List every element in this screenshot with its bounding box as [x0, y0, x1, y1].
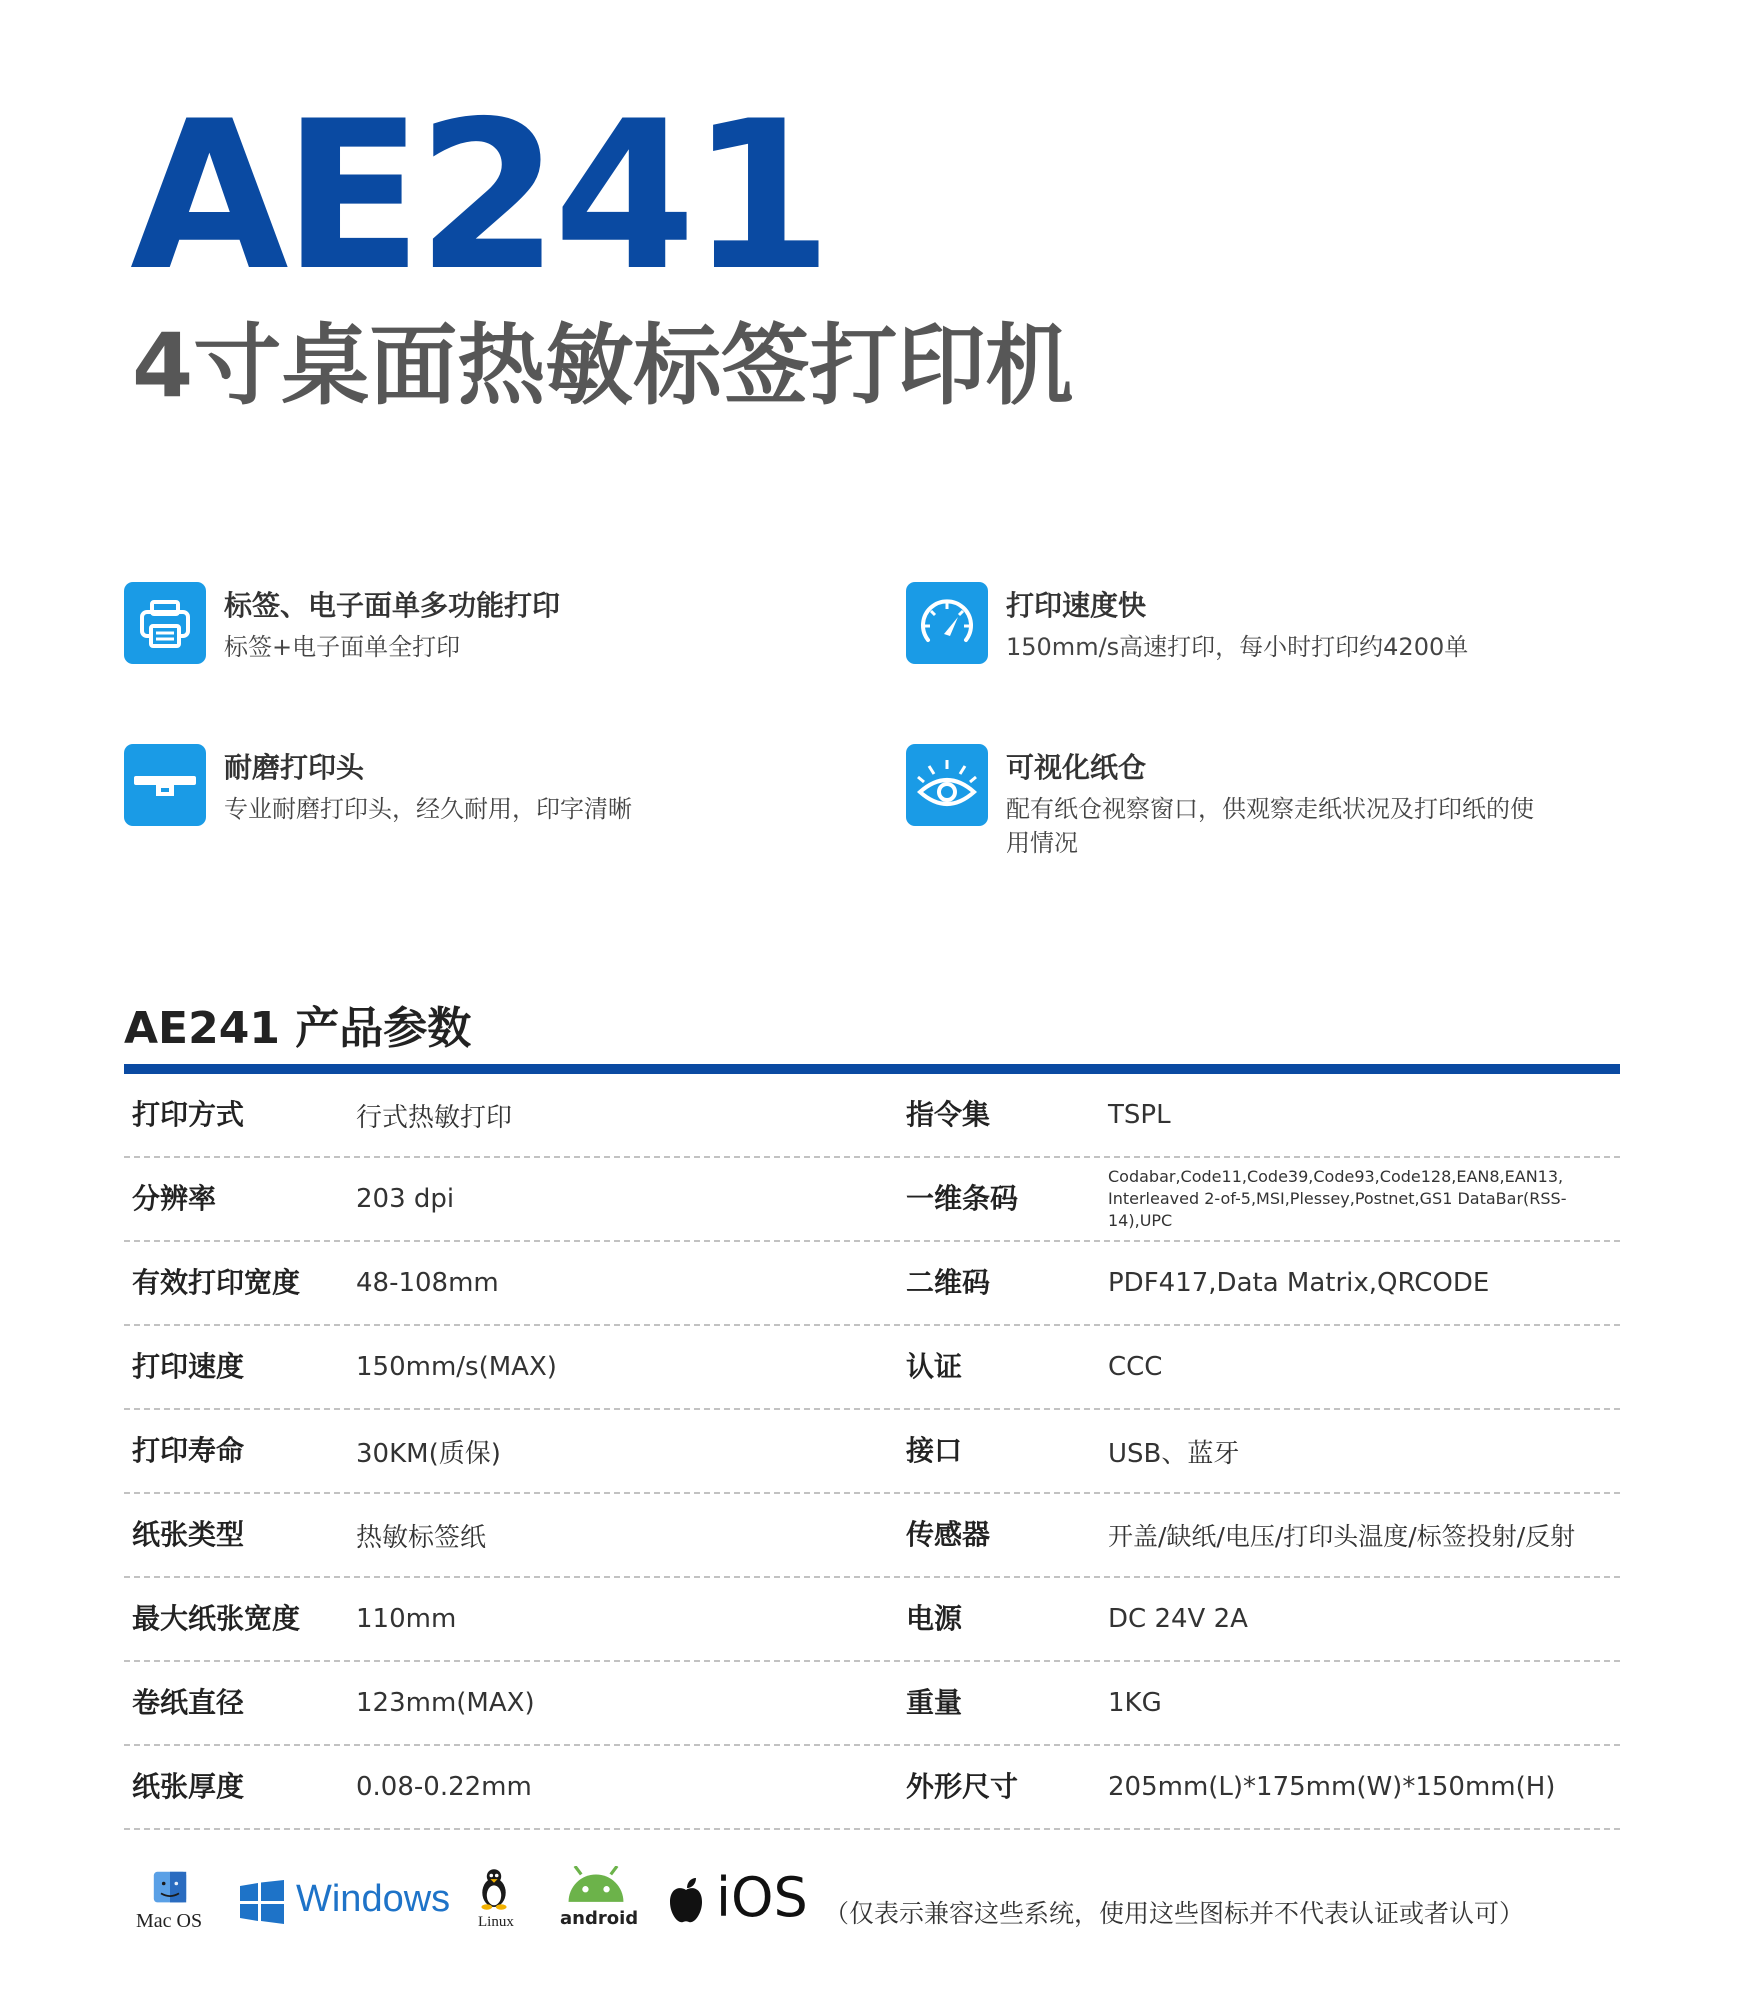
macos-label: Mac OS: [136, 1910, 203, 1932]
feature-title: 打印速度快: [1006, 589, 1147, 622]
spec-label: 指令集: [906, 1098, 991, 1131]
spec-label: 二维码: [906, 1266, 991, 1299]
feature-desc: 标签+电子面单全打印: [224, 633, 461, 661]
spec-label: 纸张厚度: [132, 1770, 245, 1803]
feature-title: 耐磨打印头: [224, 751, 365, 784]
spec-label: 最大纸张宽度: [132, 1602, 301, 1635]
spec-value: 0.08-0.22mm: [356, 1772, 532, 1802]
spec-label: 传感器: [906, 1518, 991, 1551]
feature-paper-window: [906, 744, 1626, 874]
spec-value: Codabar,Code11,Code39,Code93,Code128,EAN8,EAN13, Interleaved 2-of-5,MSI,Plessey,Postnet,GS1 DataBar(RSS-14),UPC: [1108, 1167, 1567, 1230]
ios-logo: [666, 1866, 816, 1930]
spec-value: DC 24V 2A: [1108, 1604, 1248, 1634]
spec-value: CCC: [1108, 1352, 1163, 1382]
spec-value: 205mm(L)*175mm(W)*150mm(H): [1108, 1772, 1556, 1802]
linux-logo: [464, 1866, 524, 1946]
spec-value: USB、蓝牙: [1108, 1438, 1240, 1469]
windows-icon: [240, 1880, 284, 1924]
spec-label: 重量: [906, 1686, 963, 1719]
linux-tux-icon: [476, 1866, 512, 1912]
spec-label: 纸张类型: [132, 1518, 245, 1551]
spec-label: 打印寿命: [132, 1434, 245, 1467]
spec-label: 打印方式: [132, 1098, 245, 1131]
table-row: [124, 1578, 1620, 1662]
feature-desc: 配有纸仓视察窗口，供观察走纸状况及打印纸的使用情况: [1006, 795, 1534, 857]
feature-desc: 150mm/s高速打印，每小时打印约4200单: [1006, 633, 1469, 661]
table-row: [124, 1494, 1620, 1578]
spec-value: 110mm: [356, 1604, 457, 1634]
product-model-title: AE241: [130, 78, 827, 316]
spec-label: 接口: [906, 1434, 963, 1467]
specs-table: [124, 1074, 1620, 1830]
table-row: [124, 1662, 1620, 1746]
android-label: android: [560, 1908, 639, 1929]
feature-printhead: [124, 744, 844, 874]
spec-value: 30KM(质保): [356, 1438, 501, 1469]
spec-value: 123mm(MAX): [356, 1688, 535, 1718]
specs-section-title: AE241 产品参数: [124, 1003, 472, 1054]
feature-speed: [906, 582, 1626, 712]
feature-title: 标签、电子面单多功能打印: [224, 589, 561, 622]
apple-icon: [666, 1876, 706, 1924]
feature-title: 可视化纸仓: [1006, 751, 1147, 784]
spec-value: TSPL: [1108, 1100, 1171, 1130]
feature-desc: 专业耐磨打印头，经久耐用，印字清晰: [224, 795, 632, 823]
product-subtitle: 4寸桌面热敏标签打印机: [132, 314, 1074, 417]
spec-label: 认证: [906, 1350, 963, 1383]
table-row: [124, 1074, 1620, 1158]
table-row: [124, 1746, 1620, 1830]
spec-label: 外形尺寸: [906, 1770, 1019, 1803]
spec-value: 150mm/s(MAX): [356, 1352, 557, 1382]
spec-label: 分辨率: [132, 1182, 217, 1215]
spec-label: 打印速度: [132, 1350, 245, 1383]
linux-label: Linux: [478, 1914, 514, 1930]
table-row: [124, 1242, 1620, 1326]
ios-label: iOS: [716, 1866, 808, 1929]
eye-icon: [906, 744, 988, 826]
spec-label: 一维条码: [906, 1182, 1019, 1215]
spec-label: 卷纸直径: [132, 1686, 245, 1719]
table-row: [124, 1158, 1620, 1242]
feature-multifunction: [124, 582, 844, 712]
macos-logo: [136, 1870, 202, 1940]
spec-label: 有效打印宽度: [132, 1266, 301, 1299]
spec-value: PDF417,Data Matrix,QRCODE: [1108, 1268, 1490, 1298]
windows-logo: [240, 1878, 460, 1928]
os-disclaimer: （仅表示兼容这些系统，使用这些图标并不代表认证或者认可）: [824, 1899, 1525, 1928]
os-compatibility-row: [124, 1866, 1624, 1946]
printhead-icon: [124, 744, 206, 826]
windows-label: Windows: [296, 1878, 451, 1920]
macos-finder-icon: [152, 1870, 188, 1906]
section-divider: [124, 1064, 1620, 1074]
spec-value: 开盖/缺纸/电压/打印头温度/标签投射/反射: [1108, 1522, 1576, 1551]
spec-label: 电源: [906, 1602, 963, 1635]
spec-value: 热敏标签纸: [356, 1522, 487, 1553]
table-row: [124, 1410, 1620, 1494]
speedometer-icon: [906, 582, 988, 664]
spec-value: 1KG: [1108, 1688, 1162, 1718]
spec-value: 48-108mm: [356, 1268, 499, 1298]
spec-value: 203 dpi: [356, 1184, 455, 1214]
android-icon: [564, 1866, 628, 1904]
spec-value: 行式热敏打印: [356, 1102, 513, 1133]
android-logo: [560, 1866, 640, 1946]
printer-icon: [124, 582, 206, 664]
table-row: [124, 1326, 1620, 1410]
